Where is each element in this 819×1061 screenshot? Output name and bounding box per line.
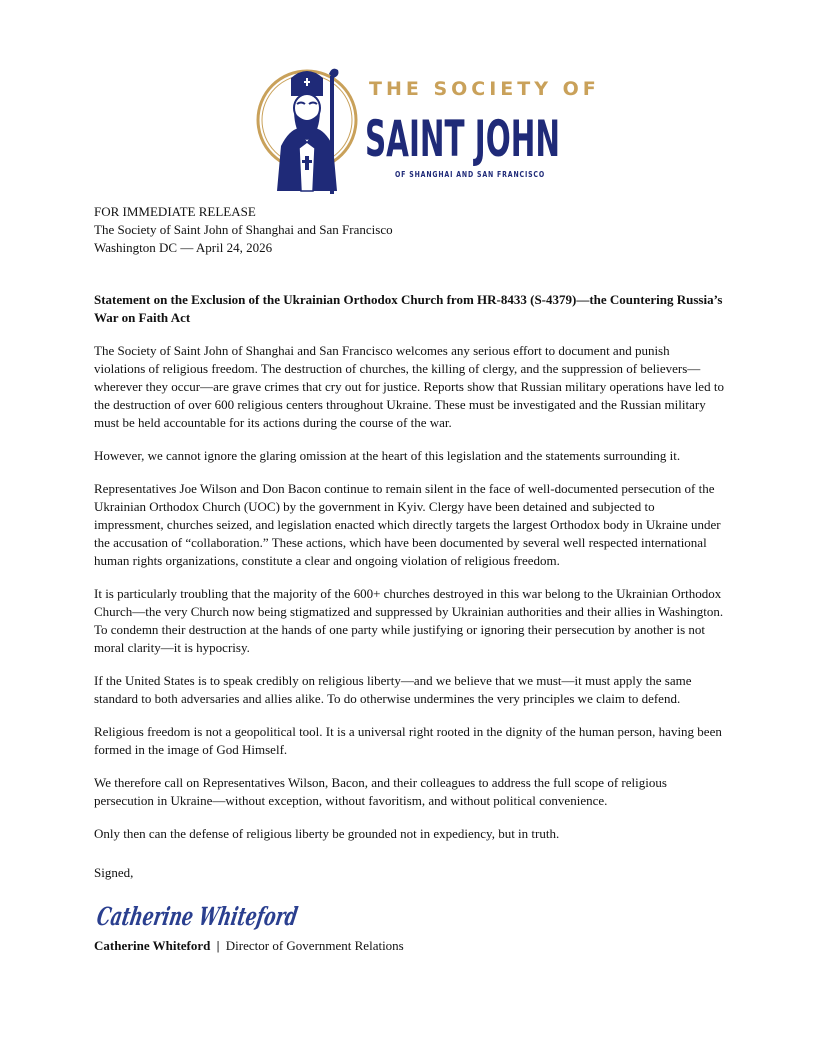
statement-title: Statement on the Exclusion of the Ukrainian Orthodox Church from HR-8433 (S-4379)—the Countering Russia’s War on Faith Act xyxy=(94,292,723,325)
handwritten-signature xyxy=(94,895,389,935)
release-header xyxy=(94,203,393,257)
release-label: FOR IMMEDIATE RELEASE xyxy=(94,204,256,219)
signatory-role: Director of Government Relations xyxy=(225,938,404,953)
logo-line-2: SAINT JOHN xyxy=(365,110,560,168)
signatory-line xyxy=(94,937,404,955)
statement-body xyxy=(94,342,724,858)
paragraph: Representatives Joe Wilson and Don Bacon continue to remain silent in the face of well-documented persecution of the Ukrainian Orthodox Church (UOC) by the government in Kyiv. Clergy have been detained and subjected to impressment, churches seized, and legislation enacted which directly targets the largest Orthodox body in Ukraine under the accusation of “collaboration.” These actions, which have been documented by several well respected international human rights organizations, constitute a clear and ongoing violation of religious freedom. xyxy=(94,481,721,568)
saint-icon xyxy=(277,69,338,194)
release-dateline: Washington DC — April 24, 2026 xyxy=(94,240,273,255)
logo-line-3: OF SHANGHAI AND SAN FRANCISCO xyxy=(395,170,545,179)
signatory-name: Catherine Whiteford xyxy=(94,938,211,953)
paragraph: The Society of Saint John of Shanghai and San Francisco welcomes any serious effort to document and punish violations of religious freedom. The destruction of churches, the killing of clergy, and the suppression of believers—wherever they occur—are grave crimes that cry out for justice. Reports show that Russian military operations have led to the destruction of over 600 religious centers throughout Ukraine. These must be investigated and the Russian military must be held accountable for its actions during the course of the war. xyxy=(94,343,724,430)
paragraph: We therefore call on Representatives Wilson, Bacon, and their colleagues to address the full scope of religious persecution in Ukraine—without exception, without favoritism, and without political convenience. xyxy=(94,775,667,808)
paragraph: However, we cannot ignore the glaring omission at the heart of this legislation and the statements surrounding it. xyxy=(94,448,681,463)
paragraph: Religious freedom is not a geopolitical tool. It is a universal right rooted in the dignity of the human person, having been formed in the image of God Himself. xyxy=(94,724,722,757)
release-organization: The Society of Saint John of Shanghai and San Francisco xyxy=(94,222,393,237)
signature-script: Catherine Whiteford xyxy=(94,901,389,931)
signed-label: Signed, xyxy=(94,865,134,880)
society-logo xyxy=(247,56,600,198)
logo-line-1: THE SOCIETY OF xyxy=(369,78,600,100)
signatory-separator: | xyxy=(216,938,220,953)
paragraph: Only then can the defense of religious liberty be grounded not in expediency, but in truth. xyxy=(94,826,560,841)
paragraph: It is particularly troubling that the majority of the 600+ churches destroyed in this war belong to the Ukrainian Orthodox Church—the very Church now being stigmatized and suppressed by Ukrainian authorities and their allies in Washington. To condemn their destruction at the hands of one party while justifying or ignoring their persecution by another is not moral clarity—it is hypocrisy. xyxy=(94,586,724,655)
paragraph: If the United States is to speak credibly on religious liberty—and we believe that we must—it must apply the same standard to both adversaries and allies alike. To do otherwise undermines the very principles we claim to defend. xyxy=(94,673,692,706)
